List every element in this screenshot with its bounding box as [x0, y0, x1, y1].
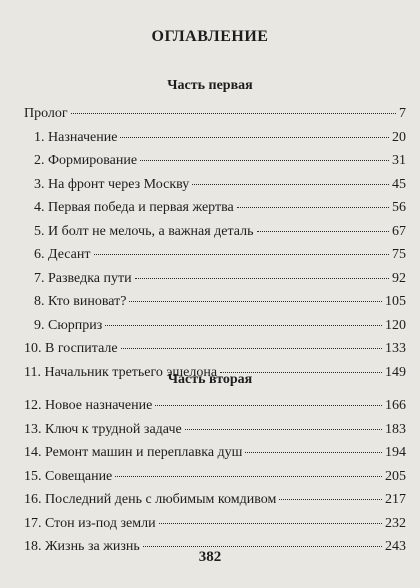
part-2-heading: Часть вторая	[167, 372, 253, 387]
toc-entry-page: 92	[392, 270, 406, 286]
toc-entry-label: Пролог	[24, 106, 68, 121]
toc-entry[interactable]	[24, 106, 406, 130]
toc-entry-page: 166	[385, 398, 406, 413]
toc-entry-page: 20	[392, 129, 406, 145]
leader-dots	[129, 301, 382, 302]
leader-dots	[121, 348, 382, 349]
toc-entry-page: 67	[392, 223, 406, 239]
toc-entry[interactable]	[24, 516, 406, 540]
toc-entry-page: 194	[385, 445, 406, 460]
toc-entry-page: 56	[392, 200, 406, 215]
toc-entry-label: 14. Ремонт машин и переплавка душ	[24, 445, 243, 460]
toc-entry[interactable]	[24, 318, 406, 342]
leader-dots	[237, 207, 389, 208]
toc-entry-label: 11. Начальник третьего эшелона	[24, 364, 218, 380]
toc-entry-label: 10. В госпитале	[24, 341, 118, 356]
leader-dots	[140, 160, 389, 161]
toc-entry[interactable]	[24, 271, 406, 295]
toc-entry[interactable]	[24, 469, 406, 493]
leader-dots	[120, 137, 389, 138]
toc-entry-page: 31	[392, 153, 406, 168]
leader-dots	[279, 499, 382, 500]
toc-entry-label: 13. Ключ к трудной задаче	[24, 421, 182, 437]
toc-entry-page: 7	[399, 106, 406, 121]
toc-entry[interactable]	[24, 130, 406, 154]
leader-dots	[94, 254, 390, 255]
toc-entry-page: 45	[392, 176, 406, 192]
page-number: 382	[198, 549, 222, 565]
toc-entry[interactable]	[24, 341, 406, 365]
toc-entry-label: 9. Сюрприз	[34, 317, 103, 333]
part-2-entries	[24, 398, 406, 563]
part-1-heading: Часть первая	[167, 78, 253, 93]
toc-entry-label: 1. Назначение	[34, 129, 118, 145]
toc-entry-page: 183	[385, 421, 406, 437]
toc-entry-page: 120	[385, 317, 406, 333]
toc-entry-page: 75	[392, 247, 406, 262]
toc-entry[interactable]	[24, 492, 406, 516]
leader-dots	[155, 405, 382, 406]
toc-entry[interactable]	[24, 422, 406, 446]
toc-entry-page: 217	[385, 492, 406, 507]
leader-dots	[135, 278, 389, 279]
leader-dots	[192, 184, 389, 185]
toc-entry-page: 205	[385, 468, 406, 484]
leader-dots	[245, 452, 382, 453]
toc-entry-page: 232	[385, 515, 406, 531]
toc-entry[interactable]	[24, 398, 406, 422]
leader-dots	[71, 113, 396, 114]
toc-entry-label: 17. Стон из-под земли	[24, 515, 156, 531]
toc-entry-label: 8. Кто виноват?	[34, 294, 127, 309]
toc-entry-page: 105	[385, 294, 406, 309]
toc-entry-label: 2. Формирование	[34, 153, 138, 168]
toc-entry[interactable]	[24, 445, 406, 469]
leader-dots	[143, 546, 382, 547]
toc-entry[interactable]	[24, 177, 406, 201]
toc-entry[interactable]	[24, 294, 406, 318]
toc-entry[interactable]	[24, 224, 406, 248]
leader-dots	[115, 476, 382, 477]
toc-entry[interactable]	[24, 153, 406, 177]
leader-dots	[257, 231, 390, 232]
toc-entry-label: 18. Жизнь за жизнь	[24, 539, 140, 554]
toc-entry-label: 12. Новое назначение	[24, 398, 153, 413]
toc-entry-page: 133	[385, 341, 406, 356]
toc-entry-label: 5. И болт не мелочь, а важная деталь	[34, 223, 254, 239]
toc-entry-page: 149	[385, 364, 406, 380]
page-title: ОГЛАВЛЕНИЕ	[151, 28, 269, 45]
part-1-entries	[24, 106, 406, 388]
toc-entry-label: 4. Первая победа и первая жертва	[34, 200, 234, 215]
leader-dots	[105, 325, 382, 326]
toc-entry-label: 3. На фронт через Москву	[34, 176, 190, 192]
toc-entry[interactable]	[24, 247, 406, 271]
toc-entry-label: 15. Совещание	[24, 468, 113, 484]
leader-dots	[159, 523, 382, 524]
toc-entry-page: 243	[385, 539, 406, 554]
toc-entry-label: 6. Десант	[34, 247, 91, 262]
leader-dots	[185, 429, 382, 430]
toc-entry-label: 16. Последний день с любимым комдивом	[24, 492, 277, 507]
toc-entry-label: 7. Разведка пути	[34, 270, 132, 286]
toc-entry[interactable]	[24, 200, 406, 224]
